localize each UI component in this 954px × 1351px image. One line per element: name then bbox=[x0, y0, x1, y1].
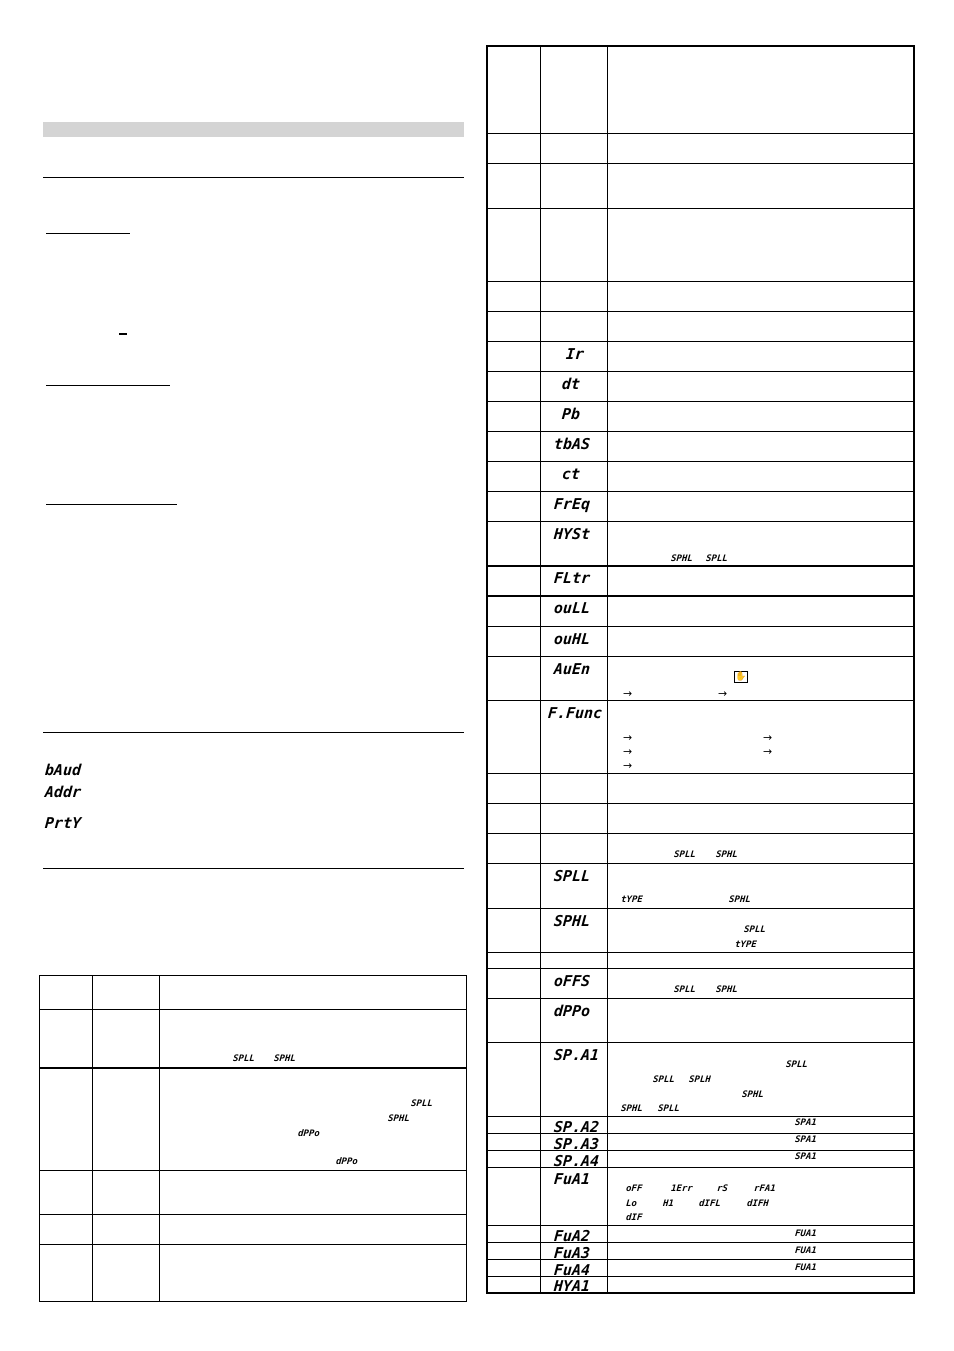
code-freq: FrEq bbox=[553, 495, 591, 513]
subheading-underline bbox=[46, 233, 130, 234]
ref-sphl: SPHL bbox=[387, 1114, 411, 1124]
row-divider bbox=[488, 163, 913, 164]
arrow-icon: → bbox=[623, 759, 633, 772]
row-divider bbox=[488, 803, 913, 804]
row-divider bbox=[488, 700, 913, 701]
code-ffunc: F.Func bbox=[547, 704, 603, 722]
ref-sphl: SPHL bbox=[715, 850, 739, 860]
ref-spll: SPLL bbox=[657, 1104, 681, 1114]
opt-difl: dIFL bbox=[698, 1199, 722, 1209]
arrow-icon: → bbox=[623, 745, 633, 758]
code-auen: AuEn bbox=[553, 660, 591, 678]
code-dt: dt bbox=[561, 375, 581, 393]
subheading-underline bbox=[46, 504, 177, 505]
ref-fua1: FUA1 bbox=[794, 1246, 818, 1256]
code-ct: ct bbox=[561, 465, 581, 483]
row-divider bbox=[488, 773, 913, 774]
row-divider bbox=[488, 401, 913, 402]
ref-spll: SPLL bbox=[705, 554, 729, 564]
code-ouhl: ouHL bbox=[553, 630, 591, 648]
param-addr: Addr bbox=[44, 783, 82, 801]
code-hya1: HYA1 bbox=[553, 1277, 591, 1295]
parameter-table-left bbox=[39, 975, 467, 1302]
param-prty: PrtY bbox=[44, 814, 82, 832]
row-divider bbox=[488, 968, 913, 969]
ref-spll: SPLL bbox=[232, 1054, 256, 1064]
code-fua3: FuA3 bbox=[553, 1244, 591, 1262]
row-divider bbox=[40, 1067, 466, 1069]
code-pb: Pb bbox=[561, 405, 581, 423]
ref-spll: SPLL bbox=[652, 1075, 676, 1085]
row-divider bbox=[488, 431, 913, 432]
code-tbas: tbAS bbox=[553, 435, 591, 453]
code-fua2: FuA2 bbox=[553, 1227, 591, 1245]
row-divider bbox=[488, 133, 913, 134]
section-divider bbox=[43, 177, 464, 178]
row-divider bbox=[488, 565, 913, 567]
ref-dppo: dPPo bbox=[297, 1129, 321, 1139]
opt-lo: Lo bbox=[625, 1199, 638, 1209]
arrow-icon: → bbox=[623, 731, 633, 744]
row-divider bbox=[488, 208, 913, 209]
row-divider bbox=[488, 1259, 913, 1260]
row-divider bbox=[488, 626, 913, 627]
ref-spll: SPLL bbox=[785, 1060, 809, 1070]
row-divider bbox=[488, 1150, 913, 1151]
row-divider bbox=[488, 461, 913, 462]
row-divider bbox=[488, 1042, 913, 1043]
ref-sphl: SPHL bbox=[670, 554, 694, 564]
ref-type: tYPE bbox=[620, 895, 644, 905]
code-spa4: SP.A4 bbox=[553, 1152, 600, 1170]
row-divider bbox=[488, 998, 913, 999]
param-baud: bAud bbox=[44, 761, 82, 779]
ref-dppo: dPPo bbox=[335, 1157, 359, 1167]
opt-rfa1: rFA1 bbox=[753, 1184, 777, 1194]
opt-off: oFF bbox=[625, 1184, 643, 1194]
row-divider bbox=[488, 908, 913, 909]
arrow-icon: → bbox=[718, 687, 728, 700]
col-divider bbox=[607, 47, 608, 1292]
col-divider bbox=[92, 976, 93, 1301]
row-divider bbox=[488, 521, 913, 522]
code-spa2: SP.A2 bbox=[553, 1118, 600, 1136]
col-divider bbox=[540, 47, 541, 1292]
ref-sphl: SPHL bbox=[715, 985, 739, 995]
left-column bbox=[0, 0, 470, 1351]
opt-rs: rS bbox=[716, 1184, 729, 1194]
row-divider bbox=[40, 1170, 466, 1171]
code-oull: ouLL bbox=[553, 599, 591, 617]
section-divider bbox=[43, 868, 464, 869]
row-divider bbox=[40, 1214, 466, 1215]
ref-spa1: SPA1 bbox=[794, 1135, 818, 1145]
ref-sphl: SPHL bbox=[728, 895, 752, 905]
code-spa3: SP.A3 bbox=[553, 1135, 600, 1153]
arrow-icon: → bbox=[763, 745, 773, 758]
opt-difh: dIFH bbox=[746, 1199, 770, 1209]
ref-sphl: SPHL bbox=[741, 1090, 765, 1100]
row-divider bbox=[488, 952, 913, 953]
row-divider bbox=[488, 1167, 913, 1168]
row-divider bbox=[488, 1242, 913, 1243]
code-spll: SPLL bbox=[553, 867, 591, 885]
section-header-bar bbox=[43, 122, 464, 137]
row-divider bbox=[488, 1116, 913, 1117]
ref-spll: SPLL bbox=[673, 850, 697, 860]
opt-1err: 1Err bbox=[670, 1184, 694, 1194]
dash-mark bbox=[119, 333, 127, 335]
row-divider bbox=[488, 341, 913, 342]
ref-sphl: SPHL bbox=[273, 1054, 297, 1064]
row-divider bbox=[488, 1276, 913, 1277]
col-divider bbox=[159, 976, 160, 1301]
subheading-underline bbox=[46, 385, 170, 386]
row-divider bbox=[488, 491, 913, 492]
row-divider bbox=[488, 1133, 913, 1134]
code-fua1: FuA1 bbox=[553, 1170, 591, 1188]
code-sphl: SPHL bbox=[553, 912, 591, 930]
code-fua4: FuA4 bbox=[553, 1261, 591, 1279]
row-divider bbox=[40, 1244, 466, 1245]
ref-spll: SPLL bbox=[673, 985, 697, 995]
code-dppo: dPPo bbox=[553, 1002, 591, 1020]
arrow-icon: → bbox=[763, 731, 773, 744]
row-divider bbox=[488, 281, 913, 282]
row-divider bbox=[488, 595, 913, 597]
row-divider bbox=[488, 371, 913, 372]
row-divider bbox=[40, 1009, 466, 1010]
code-ir: Ir bbox=[565, 345, 585, 363]
arrow-icon: → bbox=[623, 687, 633, 700]
hand-icon: ✋ bbox=[735, 672, 747, 682]
code-offs: oFFS bbox=[553, 972, 591, 990]
ref-type: tYPE bbox=[734, 940, 758, 950]
ref-splh: SPLH bbox=[688, 1075, 712, 1085]
row-divider bbox=[488, 833, 913, 834]
ref-spll: SPLL bbox=[743, 925, 767, 935]
ref-spa1: SPA1 bbox=[794, 1152, 818, 1162]
section-divider bbox=[43, 732, 464, 733]
code-spa1: SP.A1 bbox=[553, 1046, 600, 1064]
row-divider bbox=[488, 656, 913, 657]
ref-fua1: FUA1 bbox=[794, 1229, 818, 1239]
opt-h1: H1 bbox=[662, 1199, 675, 1209]
ref-spa1: SPA1 bbox=[794, 1118, 818, 1128]
code-fltr: FLtr bbox=[553, 569, 591, 587]
ref-spll: SPLL bbox=[410, 1099, 434, 1109]
row-divider bbox=[488, 311, 913, 312]
opt-dif: dIF bbox=[625, 1213, 643, 1223]
row-divider bbox=[488, 1225, 913, 1226]
ref-sphl: SPHL bbox=[620, 1104, 644, 1114]
code-hyst: HYSt bbox=[553, 525, 591, 543]
parameter-table-right bbox=[486, 45, 915, 1294]
ref-fua1: FUA1 bbox=[794, 1263, 818, 1273]
row-divider bbox=[488, 863, 913, 864]
